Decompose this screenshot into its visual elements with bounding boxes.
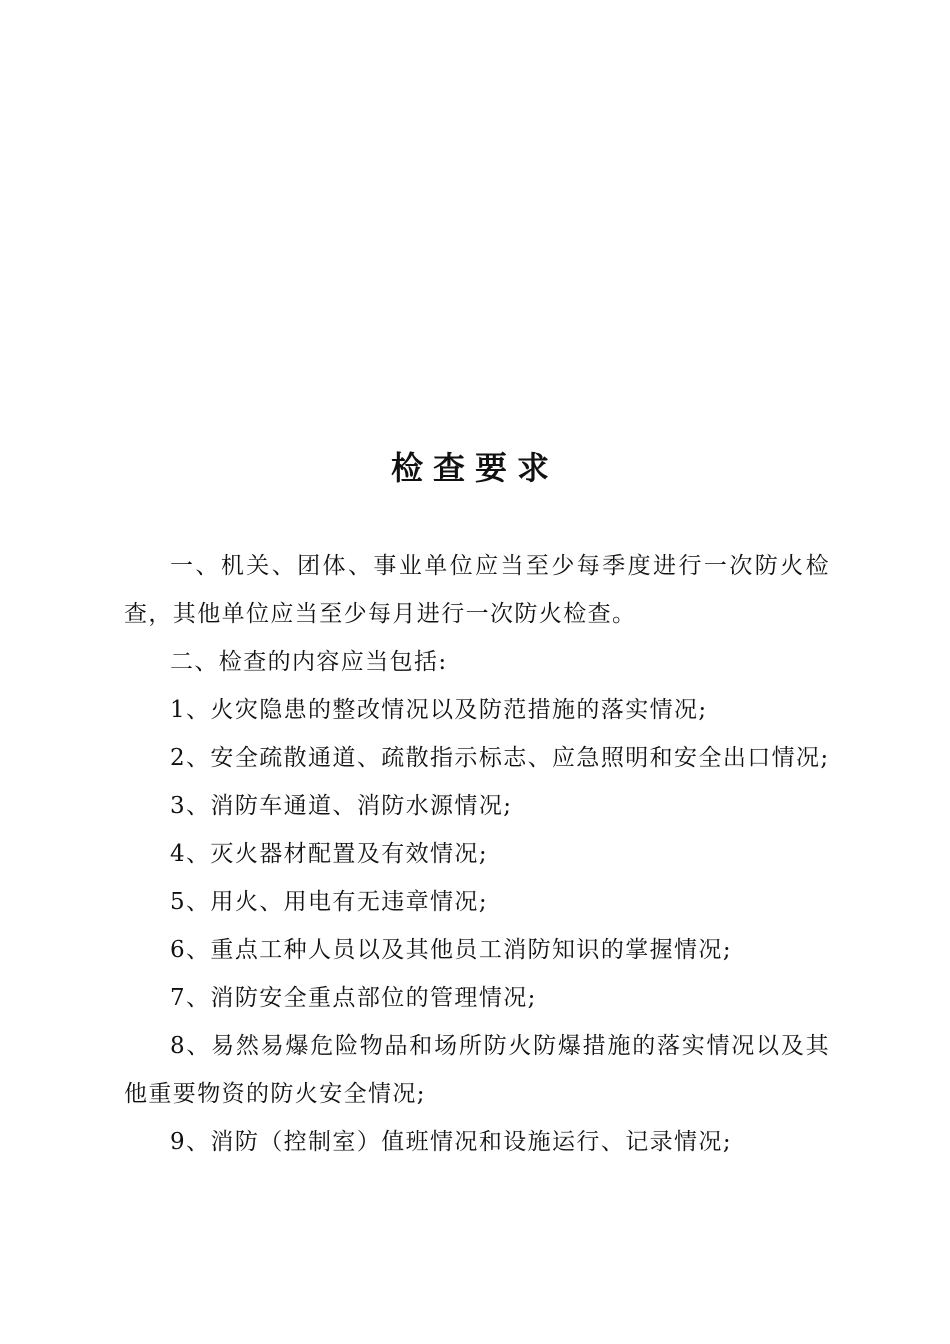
paragraph-1: 一、机关、团体、事业单位应当至少每季度进行一次防火检查，其他单位应当至少每月进行一次防火检查。 bbox=[124, 553, 830, 627]
list-item-4: 4、灭火器材配置及有效情况; bbox=[170, 841, 488, 867]
list-item-3: 3、消防车通道、消防水源情况; bbox=[170, 793, 513, 819]
list-item-5: 5、用火、用电有无违章情况; bbox=[170, 889, 488, 915]
list-item-9: 9、消防（控制室）值班情况和设施运行、记录情况; bbox=[170, 1129, 732, 1155]
list-item-1: 1、火灾隐患的整改情况以及防范措施的落实情况; bbox=[170, 697, 708, 723]
list-item-8: 8、易然易爆危险物品和场所防火防爆措施的落实情况以及其他重要物资的防火安全情况; bbox=[124, 1033, 830, 1107]
list-item-7: 7、消防安全重点部位的管理情况; bbox=[170, 985, 537, 1011]
list-item-2: 2、安全疏散通道、疏散指示标志、应急照明和安全出口情况; bbox=[170, 745, 830, 771]
document-body bbox=[124, 542, 830, 1166]
list-item-6: 6、重点工种人员以及其他员工消防知识的掌握情况; bbox=[170, 937, 732, 963]
page-title: 检查要求 bbox=[390, 449, 559, 487]
paragraph-2: 二、检查的内容应当包括: bbox=[170, 649, 448, 675]
